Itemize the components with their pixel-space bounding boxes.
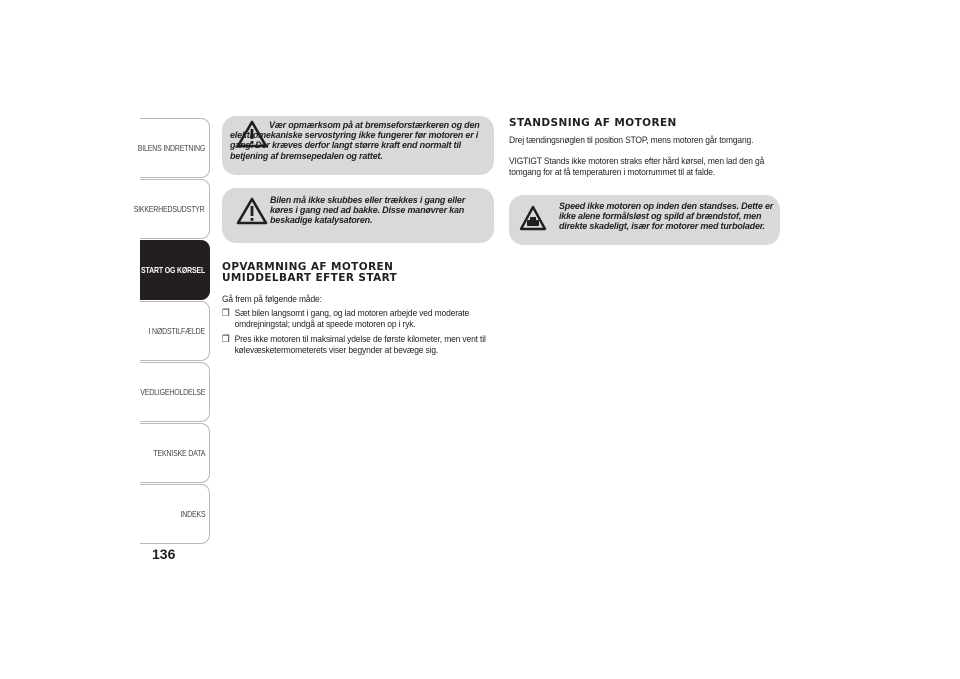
bullet-item (222, 308, 506, 329)
warning-text: Bilen må ikke skubbes eller trækkes i gang eller køres i gang ned ad bakke. Disse manøvrer kan beskadige katalysatoren. (270, 195, 465, 226)
bullet-item (222, 334, 506, 355)
chapter-tabs (134, 118, 210, 543)
note-box-engine (509, 195, 780, 245)
tab-i-nodstilfaelde[interactable] (140, 301, 210, 361)
section-heading-warmup (222, 262, 397, 283)
warning-triangle-icon (236, 197, 268, 225)
section-heading-stop: STANDSNING AF MOTOREN (509, 117, 677, 129)
tab-label: INDEKS (180, 509, 205, 519)
tab-bilens-indretning[interactable] (137, 118, 210, 178)
tab-label: I NØDSTILFÆLDE (148, 326, 205, 336)
checkbox-bullet-icon: ❒ (222, 307, 230, 318)
warning-box-brakes (222, 116, 494, 175)
heading-line: UMIDDELBART EFTER START (222, 271, 398, 284)
tab-indeks[interactable] (140, 484, 210, 544)
page-number: 136 (152, 546, 176, 562)
bullet-text: Sæt bilen langsomt i gang, og lad motoren arbejde ved moderate omdrejningstal; undgå at speede motoren op i ryk. (234, 307, 470, 329)
paragraph: VIGTIGT Stands ikke motoren straks efter hård kørsel, men lad den gå tomgang for at få temperaturen i motorrummet til at falde. (509, 155, 765, 177)
warning-box-push-start (222, 188, 494, 243)
checkbox-bullet-icon: ❒ (222, 333, 230, 344)
paragraph: Drej tændingsnøglen til position STOP, mens motoren går tomgang. (509, 134, 754, 145)
tab-label: TEKNISKE DATA (153, 448, 205, 458)
tab-label: BILENS INDRETNING (137, 143, 205, 153)
tab-vedligeholdelse[interactable] (140, 362, 210, 422)
tab-label: SIKKERHEDSUDSTYR (134, 204, 205, 214)
tab-label: START OG KØRSEL (140, 265, 205, 275)
tab-label: VEDLIGEHOLDELSE (140, 387, 205, 397)
tab-start-og-korsel[interactable] (140, 240, 210, 300)
warning-text: Vær opmærksom på at bremseforstærkeren og den elektromekaniske servostyring ikke fungerer før motoren er i gang. Der kræves derfor langt større kraft end normalt til betjening af bremsepedalen og rattet. (230, 120, 480, 161)
bullet-text: Pres ikke motoren til maksimal ydelse de første kilometer, men vent til kølevæsketermometerets viser begynder at bevæge sig. (234, 333, 486, 355)
tab-tekniske-data[interactable] (140, 423, 210, 483)
heading-line: OPVARMNING AF MOTOREN (222, 261, 394, 273)
engine-warning-icon (519, 205, 547, 231)
tab-sikkerhedsudstyr[interactable] (134, 179, 210, 239)
note-text: Speed ikke motoren op inden den standses. Dette er ikke alene formålsløst og spild af brændstof, men direkte skadeligt, især for motorer med turbolader. (559, 201, 774, 232)
intro-text: Gå frem på følgende måde: (222, 293, 322, 304)
